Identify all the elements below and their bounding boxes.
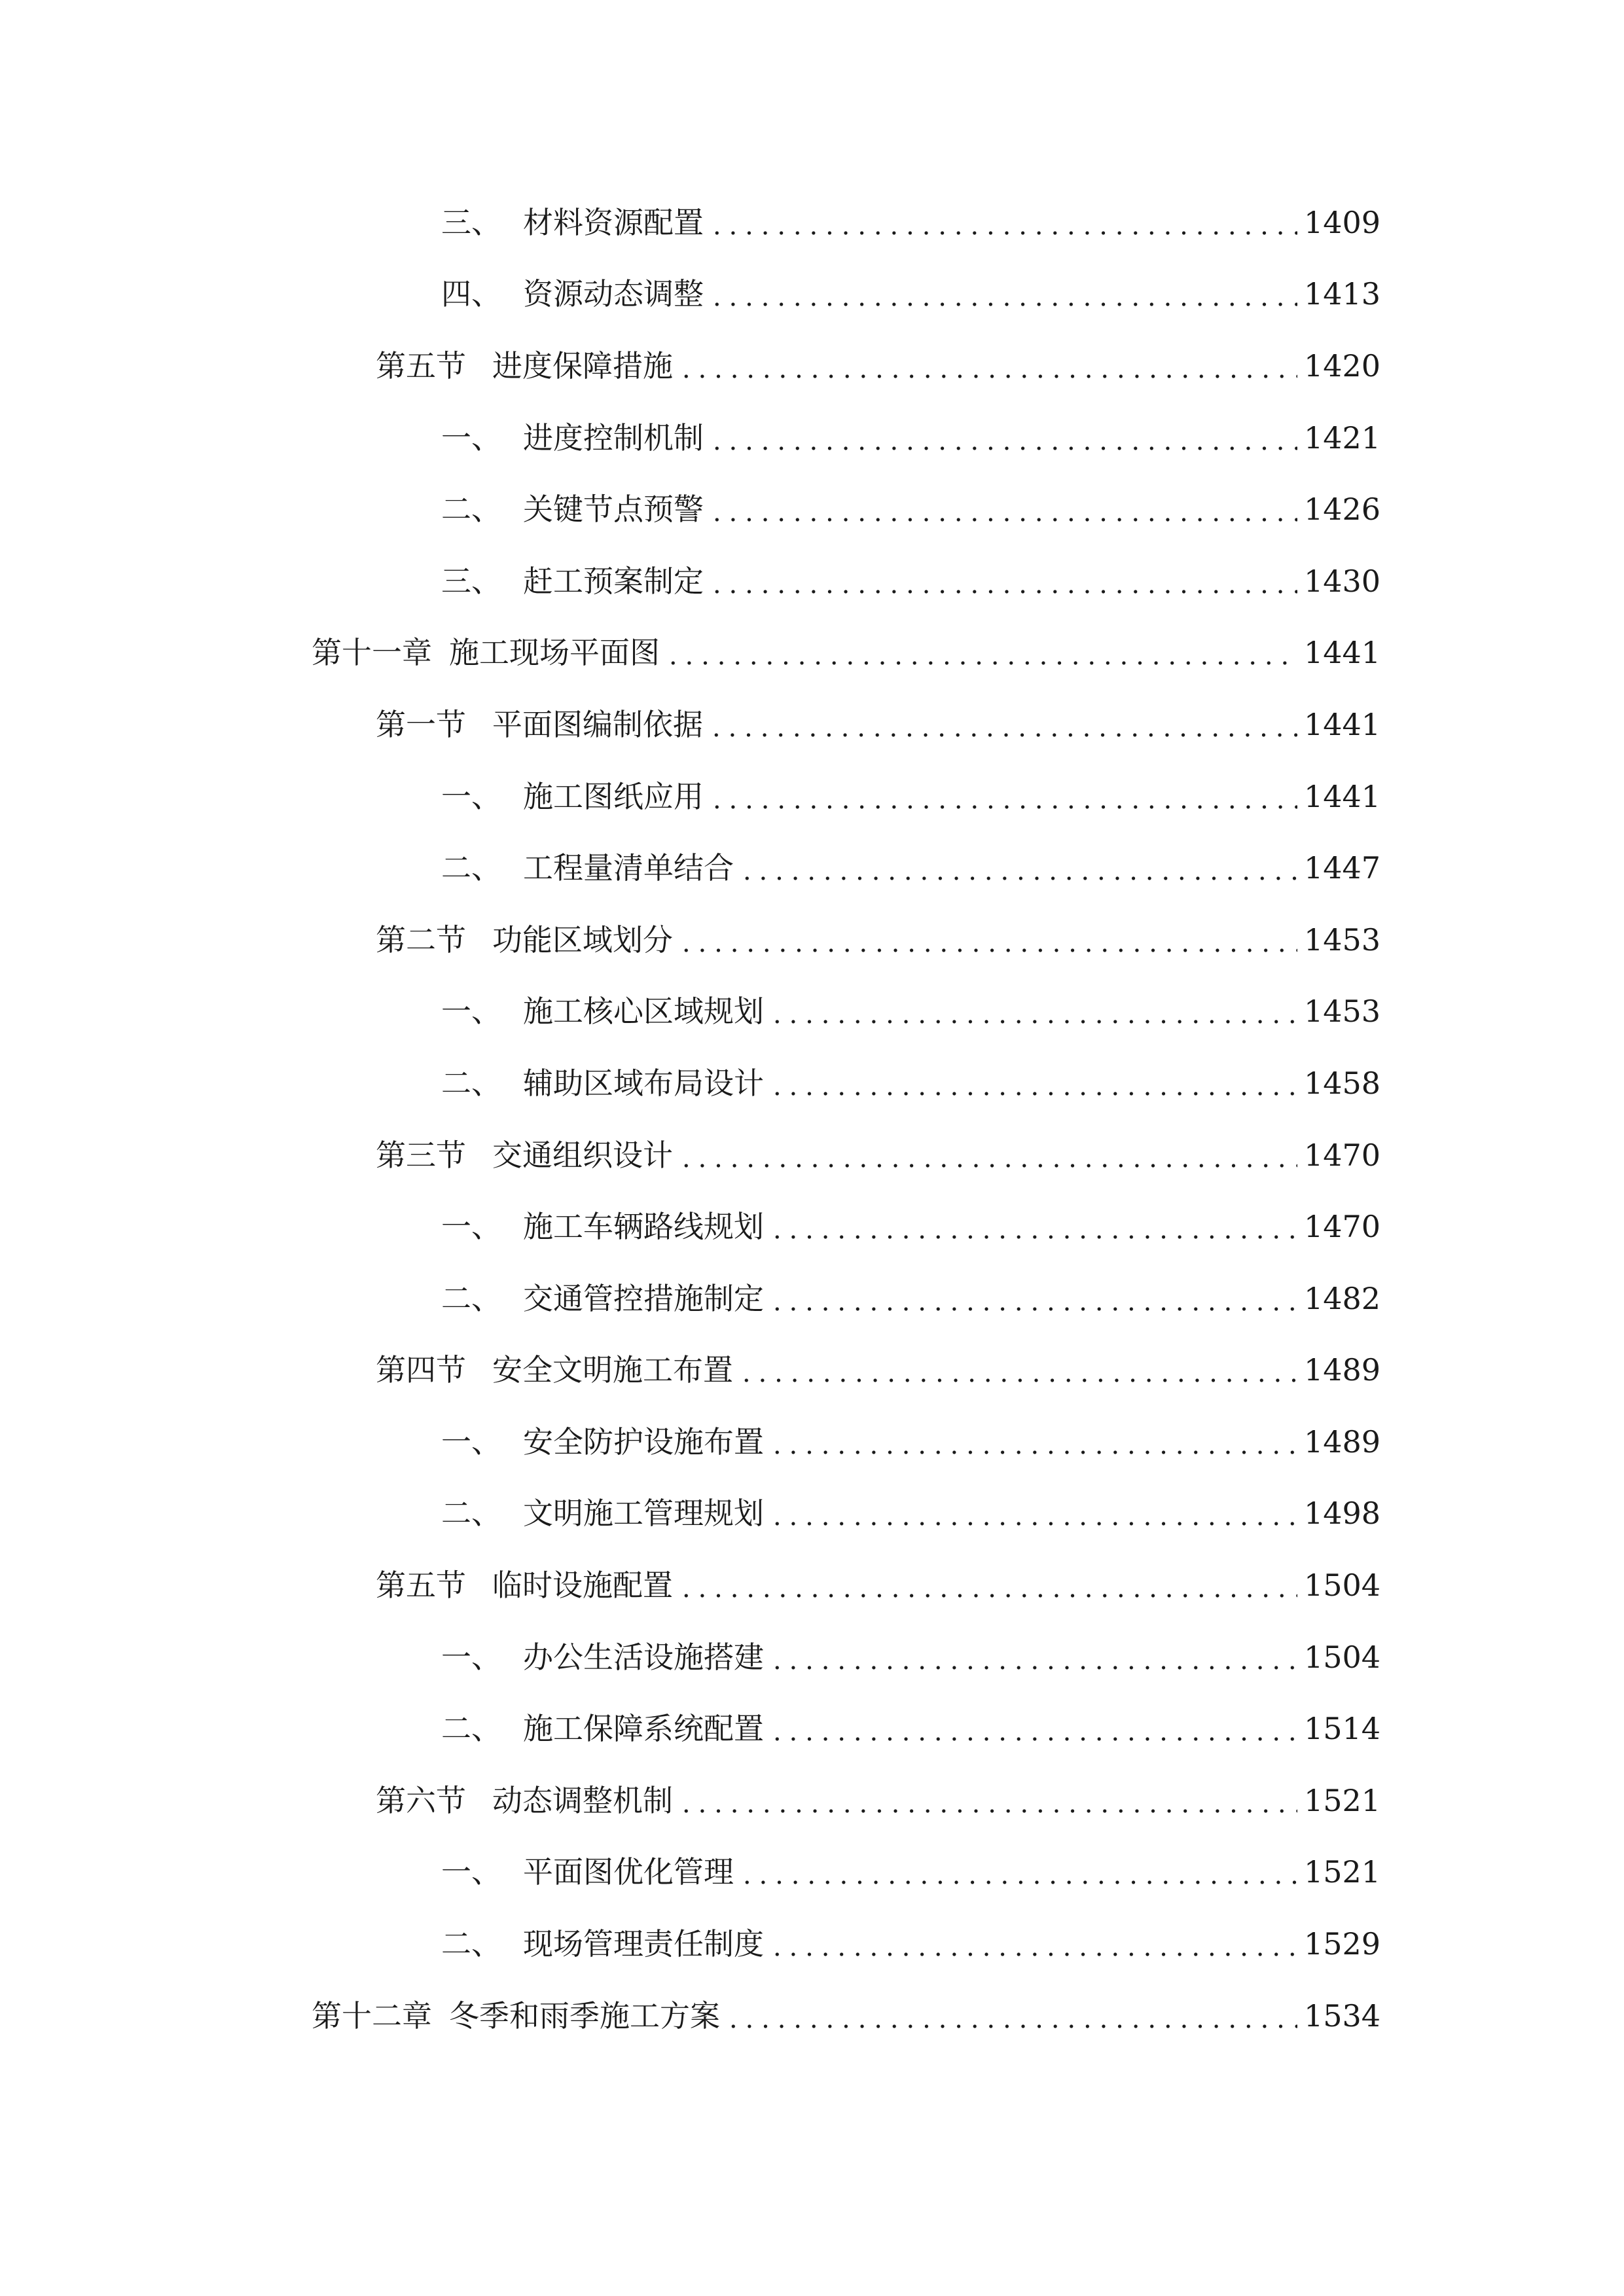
- dot-leader: [678, 1785, 1297, 1816]
- dot-leader: [678, 351, 1297, 381]
- toc-entry[interactable]: [0, 689, 1624, 761]
- toc-entry-number: 第二节: [376, 922, 466, 958]
- toc-entry[interactable]: [0, 832, 1624, 904]
- toc-entry-page: 1421: [1304, 420, 1381, 456]
- toc-entry-page: 1514: [1304, 1711, 1381, 1747]
- dot-leader: [739, 1857, 1297, 1887]
- toc-entry-number: 二、: [441, 492, 501, 528]
- toc-entry-number: 一、: [441, 1424, 501, 1460]
- toc-entry-number: 二、: [441, 1711, 501, 1747]
- toc-entry-page: 1453: [1304, 994, 1381, 1030]
- toc-entry-page: 1482: [1304, 1280, 1381, 1316]
- dot-leader: [709, 207, 1297, 238]
- toc-entry[interactable]: [0, 761, 1624, 833]
- toc-entry[interactable]: [0, 1047, 1624, 1119]
- toc-entry-page: 1441: [1304, 778, 1381, 814]
- toc-entry[interactable]: [0, 1263, 1624, 1335]
- toc-entry[interactable]: [0, 473, 1624, 545]
- toc-entry-number: 第三节: [376, 1137, 466, 1173]
- toc-entry-number: 三、: [441, 204, 501, 240]
- toc-entry-page: 1426: [1304, 492, 1381, 528]
- toc-entry-page: 1504: [1304, 1639, 1381, 1675]
- toc-entry-title: 平面图优化管理: [523, 1854, 734, 1890]
- toc-entry-page: 1489: [1304, 1424, 1381, 1460]
- toc-entry-number: 第五节: [376, 1568, 466, 1604]
- toc-entry[interactable]: [0, 330, 1624, 402]
- dot-leader: [769, 1929, 1297, 1959]
- toc-entry-number: 四、: [441, 276, 501, 312]
- dot-leader: [739, 853, 1297, 883]
- dot-leader: [769, 1498, 1297, 1528]
- toc-entry-number: 一、: [441, 420, 501, 456]
- dot-leader: [769, 1068, 1297, 1098]
- toc-entry[interactable]: [0, 904, 1624, 976]
- toc-entry-title: 临时设施配置: [492, 1568, 673, 1604]
- toc-entry-number: 第四节: [376, 1352, 466, 1388]
- dot-leader: [709, 279, 1297, 309]
- toc-entry-title: 赶工预案制定: [523, 563, 704, 599]
- toc-entry[interactable]: [0, 1335, 1624, 1407]
- toc-entry[interactable]: [0, 976, 1624, 1048]
- toc-entry[interactable]: [0, 1549, 1624, 1621]
- dot-leader: [769, 1713, 1297, 1744]
- toc-entry-page: 1470: [1304, 1209, 1381, 1245]
- toc-entry-page: 1521: [1304, 1854, 1381, 1890]
- dot-leader: [725, 2001, 1297, 2031]
- dot-leader: [738, 1355, 1297, 1385]
- dot-leader: [678, 1570, 1297, 1600]
- toc-entry[interactable]: [0, 545, 1624, 617]
- table-of-contents: [0, 187, 1624, 2051]
- toc-entry-number: 第十二章: [312, 1998, 432, 2034]
- dot-leader: [769, 1427, 1297, 1457]
- toc-entry[interactable]: [0, 1406, 1624, 1478]
- dot-leader: [709, 423, 1297, 453]
- toc-entry-title: 交通组织设计: [492, 1137, 673, 1173]
- toc-entry[interactable]: [0, 1191, 1624, 1263]
- toc-entry[interactable]: [0, 259, 1624, 331]
- dot-leader: [769, 996, 1297, 1026]
- toc-entry-title: 施工车辆路线规划: [523, 1209, 764, 1245]
- toc-entry-title: 冬季和雨季施工方案: [449, 1998, 720, 2034]
- toc-entry-page: 1498: [1304, 1496, 1381, 1532]
- toc-entry[interactable]: [0, 617, 1624, 689]
- toc-entry[interactable]: [0, 1621, 1624, 1693]
- toc-entry-title: 资源动态调整: [523, 276, 704, 312]
- toc-entry-page: 1430: [1304, 563, 1381, 599]
- dot-leader: [709, 566, 1297, 596]
- toc-entry-number: 二、: [441, 1280, 501, 1316]
- toc-entry-number: 二、: [441, 1065, 501, 1101]
- toc-entry-page: 1413: [1304, 276, 1381, 312]
- toc-entry-number: 一、: [441, 778, 501, 814]
- dot-leader: [665, 637, 1297, 668]
- toc-entry[interactable]: [0, 1693, 1624, 1765]
- toc-entry-page: 1529: [1304, 1926, 1381, 1962]
- toc-entry-page: 1409: [1304, 204, 1381, 240]
- toc-entry-page: 1521: [1304, 1782, 1381, 1818]
- toc-entry[interactable]: [0, 1908, 1624, 1980]
- dot-leader: [709, 781, 1297, 812]
- toc-entry-page: 1534: [1304, 1998, 1381, 2034]
- toc-entry-title: 施工现场平面图: [449, 635, 660, 671]
- toc-entry-page: 1470: [1304, 1137, 1381, 1173]
- toc-entry-title: 施工图纸应用: [523, 778, 704, 814]
- toc-entry-number: 二、: [441, 1496, 501, 1532]
- dot-leader: [769, 1283, 1297, 1314]
- toc-entry-title: 材料资源配置: [523, 204, 704, 240]
- toc-entry[interactable]: [0, 402, 1624, 474]
- toc-entry[interactable]: [0, 1980, 1624, 2052]
- toc-entry-number: 第十一章: [312, 635, 432, 671]
- toc-entry-number: 第一节: [376, 706, 466, 742]
- toc-entry[interactable]: [0, 1837, 1624, 1909]
- toc-entry-title: 办公生活设施搭建: [523, 1639, 764, 1675]
- toc-entry-number: 一、: [441, 1854, 501, 1890]
- toc-entry-title: 安全防护设施布置: [523, 1424, 764, 1460]
- dot-leader: [708, 709, 1297, 740]
- toc-entry-title: 进度保障措施: [492, 348, 673, 384]
- toc-entry-number: 二、: [441, 850, 501, 886]
- toc-entry-page: 1420: [1304, 348, 1381, 384]
- toc-entry-number: 第五节: [376, 348, 466, 384]
- toc-entry-title: 功能区域划分: [492, 922, 673, 958]
- toc-entry-title: 现场管理责任制度: [523, 1926, 764, 1962]
- toc-entry-page: 1441: [1304, 706, 1381, 742]
- toc-entry-number: 三、: [441, 563, 501, 599]
- toc-entry-title: 施工核心区域规划: [523, 994, 764, 1030]
- toc-entry-page: 1489: [1304, 1352, 1381, 1388]
- toc-entry-page: 1458: [1304, 1065, 1381, 1101]
- toc-entry-title: 工程量清单结合: [523, 850, 734, 886]
- toc-entry-title: 辅助区域布局设计: [523, 1065, 764, 1101]
- toc-entry-page: 1504: [1304, 1568, 1381, 1604]
- toc-entry-page: 1453: [1304, 922, 1381, 958]
- dot-leader: [769, 1211, 1297, 1242]
- toc-entry-title: 交通管控措施制定: [523, 1280, 764, 1316]
- toc-entry[interactable]: [0, 1765, 1624, 1837]
- toc-entry[interactable]: [0, 187, 1624, 259]
- dot-leader: [709, 494, 1297, 524]
- toc-entry-title: 关键节点预警: [523, 492, 704, 528]
- toc-entry-title: 平面图编制依据: [492, 706, 703, 742]
- toc-entry-number: 一、: [441, 994, 501, 1030]
- toc-entry-title: 安全文明施工布置: [492, 1352, 733, 1388]
- toc-entry-title: 施工保障系统配置: [523, 1711, 764, 1747]
- toc-entry-page: 1441: [1304, 635, 1381, 671]
- toc-entry-title: 文明施工管理规划: [523, 1496, 764, 1532]
- toc-entry-number: 二、: [441, 1926, 501, 1962]
- toc-entry[interactable]: [0, 1478, 1624, 1550]
- toc-entry[interactable]: [0, 1119, 1624, 1191]
- toc-entry-number: 一、: [441, 1209, 501, 1245]
- dot-leader: [769, 1642, 1297, 1672]
- toc-entry-title: 动态调整机制: [492, 1782, 673, 1818]
- dot-leader: [678, 925, 1297, 955]
- dot-leader: [678, 1140, 1297, 1170]
- toc-entry-page: 1447: [1304, 850, 1381, 886]
- toc-entry-number: 第六节: [376, 1782, 466, 1818]
- toc-entry-number: 一、: [441, 1639, 501, 1675]
- toc-entry-title: 进度控制机制: [523, 420, 704, 456]
